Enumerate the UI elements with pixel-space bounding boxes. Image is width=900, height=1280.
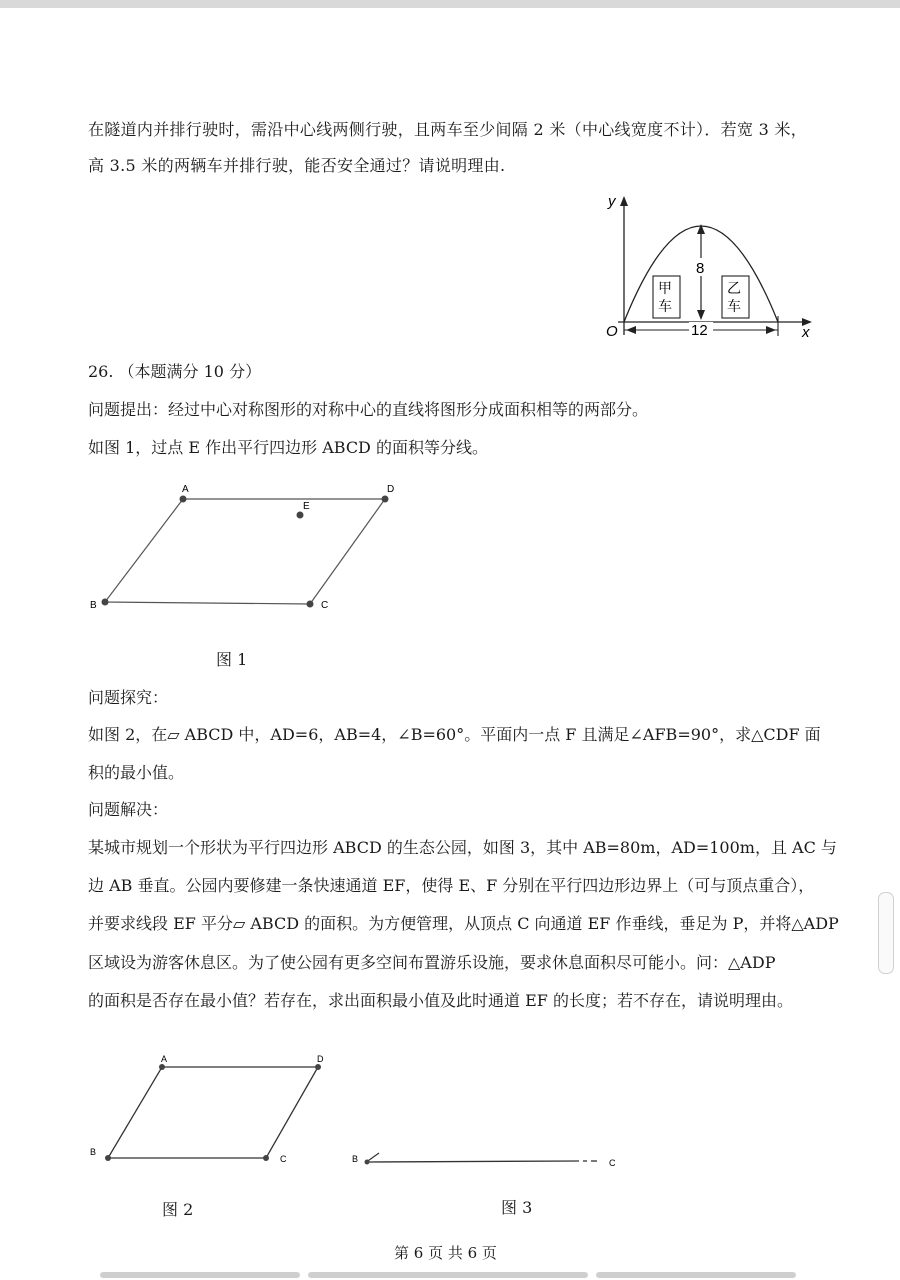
y-axis-label: y	[608, 193, 616, 210]
solve-line5: 的面积是否存在最小值？若存在，求出面积最小值及此时通道 EF 的长度；若不存在，请说明理由。	[88, 991, 793, 1010]
explore-title: 问题探究：	[88, 688, 169, 707]
figure3-partial	[345, 1145, 625, 1175]
explore-line1: 如图 2，在▱ ABCD 中，AD=6，AB=4，∠B=60°。平面内一点 F 且满足∠AFB=90°，求△CDF 面	[88, 725, 821, 744]
problem25-text-line1: 在隧道内并排行驶时，需沿中心线两侧行驶，且两车至少间隔 2 米（中心线宽度不计）．若宽 3 米，	[88, 120, 808, 139]
car2-label-2: 车	[727, 298, 741, 314]
figure1-parallelogram	[85, 480, 405, 620]
vertical-scroll-handle[interactable]	[878, 892, 894, 974]
page-footer: 第 6 页 共 6 页	[394, 1244, 497, 1262]
fig3-label-b: B	[352, 1154, 359, 1164]
fig2-label-a: A	[161, 1054, 168, 1064]
solve-line1: 某城市规划一个形状为平行四边形 ABCD 的生态公园，如图 3，其中 AB=80m，AD=100m，且 AC 与	[88, 838, 837, 857]
bottom-scrollbar-middle[interactable]	[308, 1272, 588, 1278]
fig1-label-b: B	[90, 600, 97, 611]
fig2-label-d: D	[317, 1054, 324, 1064]
bottom-scrollbar-left[interactable]	[100, 1272, 300, 1278]
solve-line2: 边 AB 垂直。公园内要修建一条快速通道 EF，使得 E、F 分别在平行四边形边界上（可与顶点重合），	[88, 876, 815, 895]
fig3-label-c: C	[609, 1158, 616, 1168]
figure2-caption: 图 2	[162, 1200, 194, 1219]
problem26-header: 26. （本题满分 10 分）	[88, 362, 262, 381]
explore-line2: 积的最小值。	[88, 763, 185, 782]
solve-line3: 并要求线段 EF 平分▱ ABCD 的面积。为方便管理，从顶点 C 向通道 EF 作垂线，垂足为 P，并将△ADP	[88, 914, 839, 933]
origin-label: O	[606, 323, 618, 340]
fig1-label-c: C	[321, 600, 329, 611]
y-axis-arrow	[620, 196, 628, 206]
car2-label-1: 乙	[727, 280, 741, 296]
figure1-caption: 图 1	[216, 650, 248, 669]
top-scrollbar	[0, 0, 900, 8]
fig2-label-c: C	[280, 1154, 287, 1164]
fig2-label-b: B	[90, 1147, 97, 1157]
height-label: 8	[696, 260, 705, 277]
x-axis-label: x	[802, 324, 810, 341]
fig1-label-d: D	[387, 484, 395, 495]
width-label: 12	[691, 322, 708, 339]
fig1-label-a: A	[182, 484, 189, 495]
tunnel-graph	[600, 190, 820, 350]
figure3-caption: 图 3	[501, 1198, 533, 1217]
solve-line4: 区域设为游客休息区。为了使公园有更多空间布置游乐设施，要求休息面积尽可能小。问：△ADP	[88, 953, 776, 972]
car1-label-2: 车	[658, 298, 672, 314]
solve-title: 问题解决：	[88, 800, 169, 819]
point-e	[297, 512, 304, 519]
fig1-label-e: E	[303, 501, 310, 512]
problem26-fig1-task: 如图 1，过点 E 作出平行四边形 ABCD 的面积等分线。	[88, 438, 488, 457]
problem26-intro: 问题提出：经过中心对称图形的对称中心的直线将图形分成面积相等的两部分。	[88, 400, 649, 419]
car1-label-1: 甲	[658, 280, 672, 296]
figure2-parallelogram	[85, 1050, 345, 1175]
bottom-scrollbar-right[interactable]	[596, 1272, 796, 1278]
problem25-text-line2: 高 3.5 米的两辆车并排行驶，能否安全通过？请说明理由.	[88, 156, 506, 175]
